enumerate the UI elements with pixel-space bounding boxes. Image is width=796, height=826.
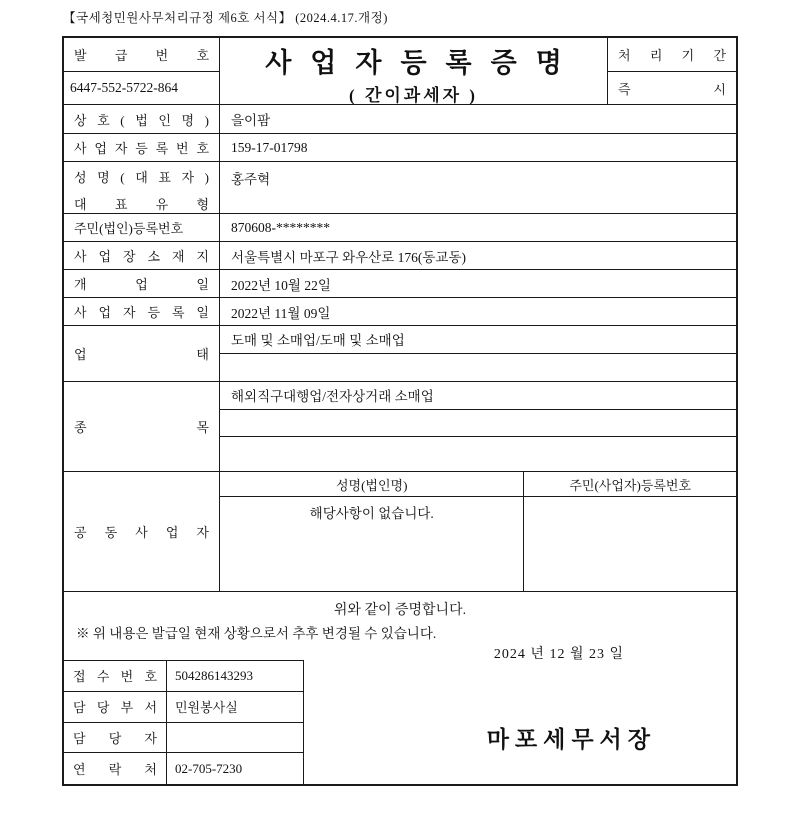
registration-date-value: 2022년 11월 09일 [231,305,331,321]
joint-rrn-header: 주민(사업자)등록번호 [569,477,692,493]
resident-number-label: 주민(법인)등록번호 [74,221,184,236]
registration-date-label: 사 업 자 등 록 일 [74,305,209,320]
receipt-info-table [64,660,304,784]
registration-number-row [64,134,736,162]
business-type-row [64,326,736,382]
contact-value: 02-705-7230 [167,753,304,784]
registration-date-row [64,298,736,326]
issue-number-block [64,38,220,104]
processing-period-block [608,38,736,104]
person-in-charge-value [167,723,304,753]
trade-name-label: 상 호 ( 법 인 명 ) [74,112,209,128]
joint-business-label: 공 동 사 업 자 [74,525,209,540]
representative-row [64,162,736,214]
processing-period-value: 즉 시 [618,81,726,97]
opening-date-label: 개 업 일 [74,277,209,292]
certification-section [64,592,736,784]
business-item-label: 종 목 [74,420,209,435]
certification-statement: 위와 같이 증명합니다. [333,603,467,618]
trade-name-row [64,105,736,134]
representative-name-label: 성 명 ( 대 표 자 ) [74,170,209,185]
form-regulation-notice: 【국세청민원사무처리규정 제6호 서식】 (2024.4.17.개정) [63,11,388,25]
registration-number-value: 159-17-01798 [231,139,308,155]
processing-period-label: 처 리 기 간 [618,48,726,63]
contact-label: 연 락 처 [73,762,157,778]
opening-date-value: 2022년 10월 22일 [231,277,331,293]
issue-number-label: 발 급 번 호 [74,48,209,63]
joint-name-value: 해당사항이 없습니다. [220,497,524,591]
business-address-value: 서울특별시 마포구 와우산로 176(동교동) [231,249,466,265]
certification-note: ※ 위 내용은 발급일 현재 상황으로서 추후 변경될 수 있습니다. [76,626,437,641]
business-item-row [64,382,736,472]
representative-label [64,162,220,213]
header-row [64,38,736,105]
resident-number-row [64,214,736,242]
department-label: 담 당 부 서 [73,700,157,716]
department-value: 민원봉사실 [167,692,304,722]
business-item-value-3 [220,437,736,471]
registration-number-label: 사 업 자 등 록 번 호 [74,141,209,156]
tax-office-head-signature: 마포세무서장 [486,727,656,752]
issue-number-value: 6447-552-5722-864 [70,80,178,95]
business-type-value-1: 도매 및 소매업/도매 및 소매업 [220,326,736,354]
business-address-label: 사 업 장 소 재 지 [74,249,209,264]
person-in-charge-row [64,723,304,754]
document-subtitle: ( 간이과세자 ) [349,86,478,105]
representative-type-label: 대 표 유 형 [74,197,209,212]
business-item-value-1: 해외직구대행업/전자상거래 소매업 [220,382,736,410]
business-registration-certificate [62,36,738,786]
title-block [220,38,608,104]
department-row [64,692,304,723]
business-type-value-2 [220,354,736,381]
joint-name-header: 성명(법인명) [220,472,524,496]
joint-rrn-value [524,497,736,591]
receipt-number-value: 504286143293 [167,661,304,691]
resident-number-value: 870608-******** [231,219,330,235]
business-address-row [64,242,736,270]
document-title: 사업자등록증명 [265,48,581,78]
representative-value: 홍주혁 [231,172,271,187]
issue-date: 2024 년 12 월 23 일 [493,647,624,662]
business-type-label: 업 태 [74,347,209,362]
receipt-number-label: 접 수 번 호 [73,669,157,685]
opening-date-row [64,270,736,298]
person-in-charge-label: 담 당 자 [73,730,157,746]
joint-business-row [64,472,736,592]
receipt-number-row [64,661,304,692]
business-item-value-2 [220,410,736,438]
contact-row [64,753,304,784]
trade-name-value: 을이팜 [231,113,271,128]
